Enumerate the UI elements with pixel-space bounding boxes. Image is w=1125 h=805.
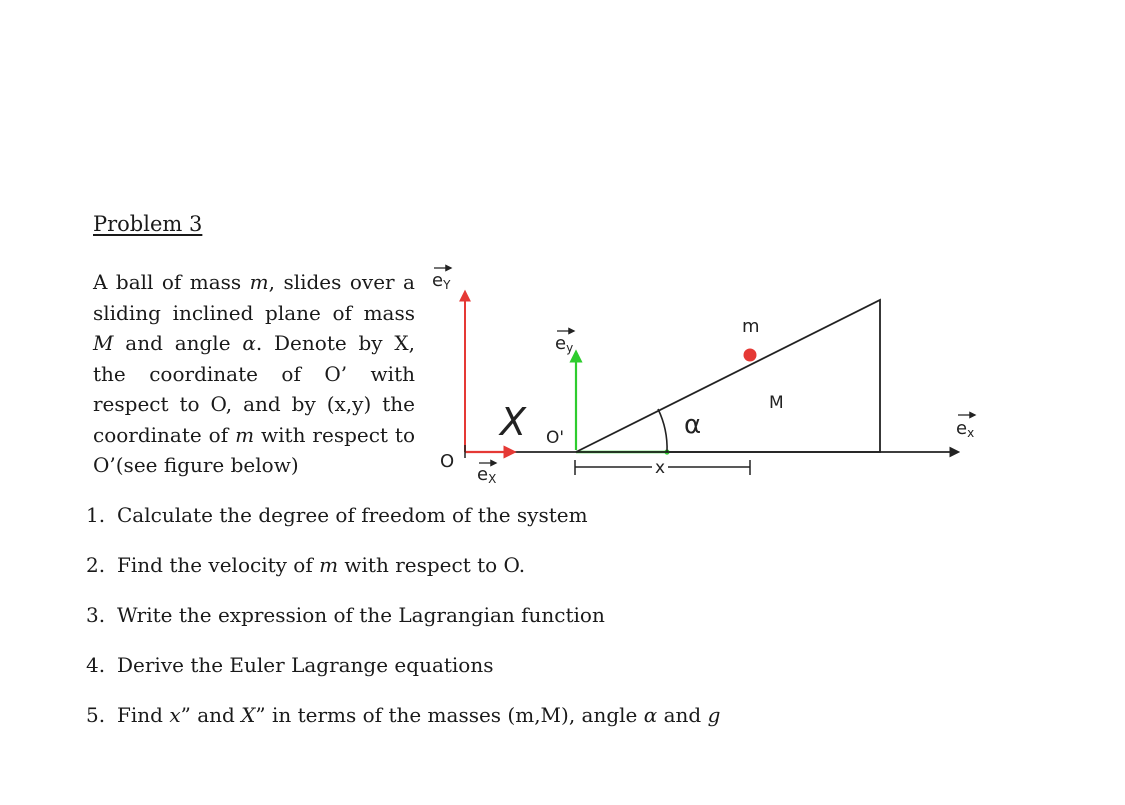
label-ey: ey bbox=[555, 333, 574, 355]
task-item: 4. Derive the Euler Lagrange equations bbox=[86, 653, 494, 677]
label-O-prime: O' bbox=[546, 428, 565, 448]
task-item: 3. Write the expression of the Lagrangian function bbox=[86, 603, 605, 627]
label-alpha: α bbox=[684, 410, 702, 440]
label-X: X bbox=[500, 400, 527, 444]
label-M: M bbox=[769, 393, 784, 413]
problem-title: Problem 3 bbox=[93, 212, 203, 236]
task-item: 2. Find the velocity of m with respect to O. bbox=[86, 553, 526, 577]
label-eX-origin: eX bbox=[477, 464, 497, 486]
label-m: m bbox=[742, 316, 760, 337]
label-ex-right: ex bbox=[956, 418, 975, 440]
task-item: 1. Calculate the degree of freedom of the system bbox=[86, 503, 588, 527]
label-x: x bbox=[655, 458, 666, 478]
problem-statement: A ball of mass m, slides over a sliding inclined plane of mass M and angle α. Denote by X, the coordinate of O’ with respect to O, and by (x,y) the coordinate of m with respect to O’(see figure below) bbox=[93, 270, 415, 477]
inclined-plane bbox=[576, 300, 880, 452]
label-O: O bbox=[440, 451, 455, 472]
task-list bbox=[86, 497, 720, 747]
label-eY: eY bbox=[432, 270, 451, 292]
ball-m bbox=[744, 349, 757, 362]
angle-arc bbox=[658, 409, 667, 452]
task-item: 5. Find x” and X” in terms of the masses (m,M), angle α and g bbox=[86, 703, 721, 727]
